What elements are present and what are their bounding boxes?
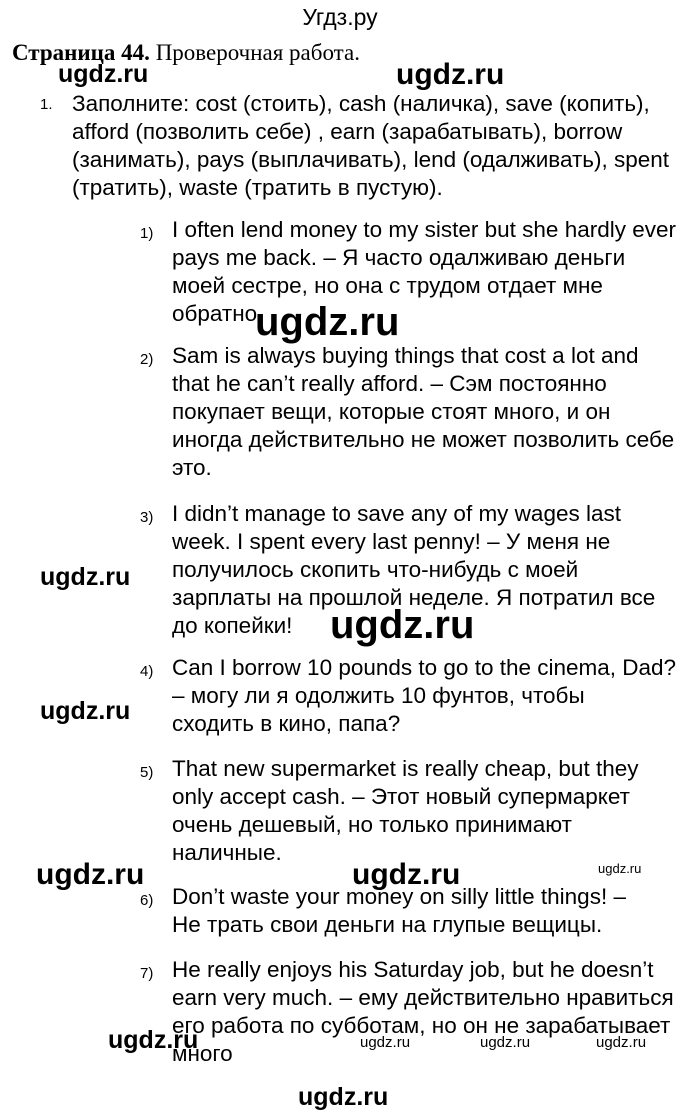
item-line: I didn’t manage to save any of my wages last	[172, 501, 621, 526]
item-number: 4)	[140, 663, 154, 680]
task-line: (занимать), pays (выплачивать), lend (одалживать), spent	[72, 147, 670, 172]
item-line: очень дешевый, но только принимают	[172, 812, 572, 837]
item-line: I often lend money to my sister but she hardly ever	[172, 217, 676, 242]
item-line: pays me back. – Я часто одалживаю деньги	[172, 245, 626, 270]
item-line: He really enjoys his Saturday job, but he doesn’t	[172, 957, 654, 982]
watermark: ugdz.ru	[40, 697, 131, 725]
item-line: покупает вещи, которые стоят много, и он	[172, 399, 611, 424]
watermark: ugdz.ru	[598, 861, 642, 876]
item-line: это.	[172, 455, 212, 480]
page-title-bold: Страница 44.	[12, 40, 150, 65]
item-line: наличные.	[172, 840, 282, 865]
watermark: ugdz.ru	[396, 58, 505, 91]
item-line: only accept cash. – Этот новый супермаркет	[172, 784, 630, 809]
item-line: week. I spent every last penny! – У меня не	[172, 529, 611, 554]
item-line: Can I borrow 10 pounds to go to the cinema, Dad?	[172, 655, 677, 680]
watermark: ugdz.ru	[298, 1083, 389, 1111]
watermark: ugdz.ru	[40, 563, 131, 591]
watermark: ugdz.ru	[36, 858, 145, 891]
item-number: 6)	[140, 892, 154, 909]
item-line: That new supermarket is really cheap, but they	[172, 756, 639, 781]
item-number: 5)	[140, 764, 154, 781]
watermark: ugdz.ru	[58, 60, 149, 88]
task-line: Заполните: cost (стоить), cash (наличка), save (копить),	[72, 91, 650, 116]
item-line: сходить в кино, папа?	[172, 711, 401, 736]
item-line: – могу ли я одолжить 10 фунтов, чтобы	[172, 683, 585, 708]
task-line: (тратить), waste (тратить в пустую).	[72, 175, 443, 200]
item-number: 3)	[140, 509, 154, 526]
watermark: ugdz.ru	[255, 300, 400, 344]
item-line: Sam is always buying things that cost a lot and	[172, 343, 639, 368]
item-line: получилось скопить что-нибудь с моей	[172, 557, 579, 582]
item-line: earn very much. – ему действительно нравиться	[172, 985, 674, 1010]
item-line: Don’t waste your money on silly little things! –	[172, 884, 626, 909]
item-line: иногда действительно не может позволить себе	[172, 427, 675, 452]
item-line: Не трать свои деньги на глупые вещицы.	[172, 912, 603, 937]
item-line: зарплаты на прошлой неделе. Я потратил все	[172, 585, 656, 610]
item-line: обратно.	[172, 301, 264, 326]
page-title-rest: Проверочная работа.	[149, 40, 360, 65]
item-line: много	[172, 1041, 233, 1066]
item-number: 7)	[140, 965, 154, 982]
site-header: Угдз.ру	[302, 4, 378, 30]
task-number: 1.	[40, 96, 53, 113]
watermark: ugdz.ru	[360, 1034, 411, 1051]
watermark: ugdz.ru	[108, 1026, 199, 1054]
watermark: ugdz.ru	[596, 1034, 647, 1051]
item-line: that he can’t really afford. – Сэм постоянно	[172, 371, 607, 396]
item-number: 2)	[140, 351, 154, 368]
item-line: моей сестре, но она с трудом отдает мне	[172, 273, 603, 298]
item-line: его работа по субботам, но он не зарабатывает	[172, 1013, 671, 1038]
watermark: ugdz.ru	[330, 603, 475, 647]
watermark: ugdz.ru	[480, 1034, 531, 1051]
item-number: 1)	[140, 225, 154, 242]
task-line: afford (позволить себе) , earn (зарабатывать), borrow	[72, 119, 623, 144]
watermark: ugdz.ru	[352, 858, 461, 891]
item-line: до копейки!	[172, 613, 293, 638]
